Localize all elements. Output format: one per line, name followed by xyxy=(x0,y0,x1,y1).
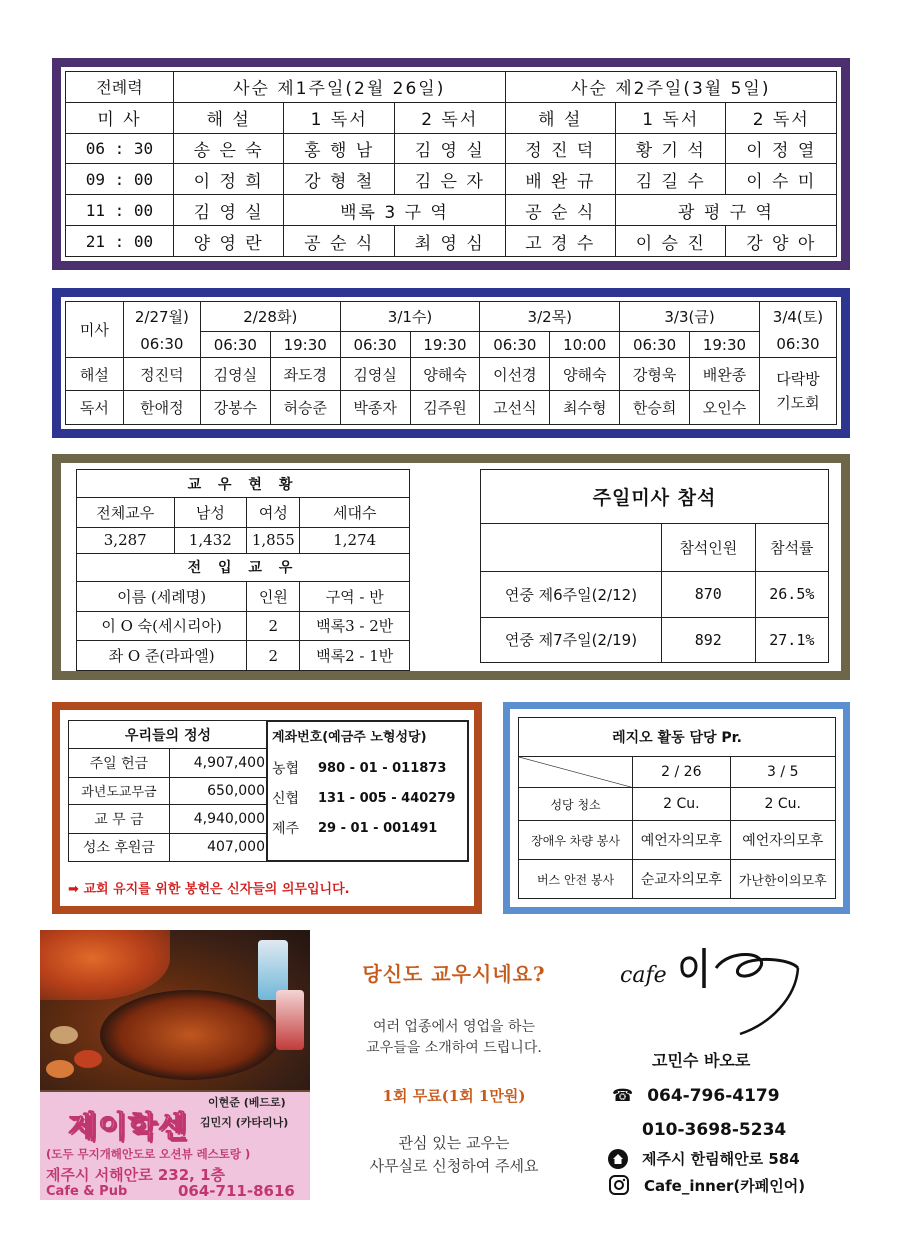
table-row xyxy=(66,226,837,257)
reader-name: 오인수 xyxy=(690,391,760,425)
diagonal-cell xyxy=(519,756,633,787)
cafe-tel-line xyxy=(612,1086,780,1106)
commentator-name: 김영실 xyxy=(200,358,270,391)
week1-header: 사순 제1주일(2월 26일) xyxy=(173,72,505,103)
cafe-mobile-line xyxy=(642,1120,786,1140)
lector-name: 배 완 규 xyxy=(505,164,615,195)
legio-title: 레지오 활동 담당 Pr. xyxy=(519,718,836,757)
parishioner-status xyxy=(76,469,410,671)
stats-panel xyxy=(52,454,850,680)
col-header: 참석률 xyxy=(755,524,828,572)
mass-time: 06 : 30 xyxy=(66,133,174,164)
table-row xyxy=(66,195,837,226)
mass-time: 21 : 00 xyxy=(66,226,174,257)
reading-label: 독서 xyxy=(66,391,124,425)
table-row xyxy=(519,821,836,860)
parishioner-title: 교 우 현 황 xyxy=(77,470,410,498)
role-reading2-2: 2 독서 xyxy=(726,102,837,133)
transfer-name: 이 O 숙(세시리아) xyxy=(77,611,247,641)
offering-label: 성소 후원금 xyxy=(69,833,170,861)
svg-text:cafe: cafe xyxy=(620,963,667,988)
table-row xyxy=(69,805,268,833)
lector-name: 공 순 식 xyxy=(284,226,395,257)
role-reading1-2: 1 독서 xyxy=(615,102,725,133)
duty-assignee: 2 Cu. xyxy=(730,788,835,821)
mass-time: 06:30 xyxy=(123,332,200,358)
col-header: 이름 (세례명) xyxy=(77,581,247,611)
bank-name: 제주 xyxy=(272,821,300,837)
table-row xyxy=(77,611,410,641)
mass-time: 06:30 xyxy=(480,332,550,358)
day-date: 3/1수) xyxy=(340,302,480,332)
mass-time: 11 : 00 xyxy=(66,195,174,226)
lector-name: 김 영 실 xyxy=(173,195,284,226)
table-row xyxy=(69,749,268,777)
restaurant-phone: 064-711-8616 xyxy=(178,1182,295,1200)
table-row xyxy=(69,777,268,804)
account-number: 131 - 005 - 440279 xyxy=(318,790,456,806)
reader-name: 한애정 xyxy=(123,391,200,425)
col-header: 세대수 xyxy=(300,498,410,528)
account-row xyxy=(272,813,463,843)
pasta-dish xyxy=(40,930,170,1000)
commentator-name: 양해숙 xyxy=(410,358,480,391)
lector-name: 고 경 수 xyxy=(505,226,615,257)
table-row xyxy=(66,391,837,425)
mass-time: 06:30 xyxy=(340,332,410,358)
bank-name: 신협 xyxy=(272,791,300,807)
offering-notice xyxy=(68,878,350,897)
district-assignment: 광 평 구 역 xyxy=(615,195,836,226)
lector-name: 홍 행 남 xyxy=(284,133,395,164)
owner-name: 김민지 (카타리나) xyxy=(200,1116,289,1129)
col-header: 남성 xyxy=(174,498,247,528)
district-assignment: 백록 3 구 역 xyxy=(284,195,505,226)
reader-name: 한승희 xyxy=(620,391,690,425)
restaurant-ad xyxy=(40,930,310,1200)
role-reading2-1: 2 독서 xyxy=(394,102,505,133)
red-drink xyxy=(276,990,304,1050)
offering-amount: 407,000 xyxy=(169,833,267,861)
duty-label: 버스 안전 봉사 xyxy=(519,860,633,899)
attendance-count: 892 xyxy=(661,617,755,663)
reader-name: 최수형 xyxy=(550,391,620,425)
mass-time: 09 : 00 xyxy=(66,164,174,195)
duty-assignee: 예언자의모후 xyxy=(730,821,835,860)
mass-label: 미사 xyxy=(66,302,124,358)
col-header: 구역 - 반 xyxy=(300,581,410,611)
table-row xyxy=(66,164,837,195)
side-bowl xyxy=(74,1050,102,1068)
commentator-name: 좌도경 xyxy=(270,358,340,391)
arrow-right-icon: ➡ xyxy=(68,882,79,897)
account-number: 29 - 01 - 001491 xyxy=(318,820,438,836)
reader-name: 허승준 xyxy=(270,391,340,425)
total-value: 3,287 xyxy=(77,528,175,554)
reader-name: 고선식 xyxy=(480,391,550,425)
table-row xyxy=(66,358,837,391)
offering-label: 교 무 금 xyxy=(69,805,170,833)
role-reading1-1: 1 독서 xyxy=(284,102,395,133)
home-icon xyxy=(608,1149,628,1169)
lector-name: 송 은 숙 xyxy=(173,133,284,164)
duty-assignee: 가난한이의모후 xyxy=(730,860,835,899)
lector-name: 최 영 심 xyxy=(394,226,505,257)
bank-name: 농협 xyxy=(272,761,300,777)
day-date: 2/28화) xyxy=(200,302,340,332)
cafe-address: 제주시 한림해안로 584 xyxy=(642,1150,800,1168)
offering-amount: 4,907,400 xyxy=(169,749,267,777)
week2-header: 사순 제2주일(3월 5일) xyxy=(505,72,837,103)
transfer-area: 백록3 - 2반 xyxy=(300,611,410,641)
day-date: 3/2목) xyxy=(480,302,620,332)
legio-date: 2 / 26 xyxy=(633,756,730,787)
lector-name: 김 영 실 xyxy=(394,133,505,164)
table-row xyxy=(69,833,268,861)
table-row xyxy=(519,860,836,899)
lector-name: 김 은 자 xyxy=(394,164,505,195)
restaurant-name: 제이학센 xyxy=(68,1110,188,1145)
male-value: 1,432 xyxy=(174,528,247,554)
lector-name: 강 양 아 xyxy=(726,226,837,257)
mass-time: 19:30 xyxy=(690,332,760,358)
lector-name: 정 진 덕 xyxy=(505,133,615,164)
mass-time: 06:30 xyxy=(759,332,836,358)
week-label: 연중 제6주일(2/12) xyxy=(481,572,662,618)
duty-assignee: 순교자의모후 xyxy=(633,860,730,899)
cafe-instagram-line xyxy=(608,1174,805,1196)
cafe-instagram: Cafe_inner(카페인어) xyxy=(644,1176,806,1195)
cafe-address-line xyxy=(608,1148,800,1169)
households-value: 1,274 xyxy=(300,528,410,554)
table-row xyxy=(519,788,836,821)
cafe-tel: 064-796-4179 xyxy=(647,1086,780,1106)
mass-time: 10:00 xyxy=(550,332,620,358)
attendance-table xyxy=(480,469,829,663)
bank-accounts xyxy=(266,720,469,862)
commentator-name: 김영실 xyxy=(340,358,410,391)
mass-time: 06:30 xyxy=(620,332,690,358)
grill-plate xyxy=(100,990,280,1080)
transfer-name: 좌 O 준(라파엘) xyxy=(77,641,247,671)
transfer-count: 2 xyxy=(247,641,300,671)
attendance-status xyxy=(480,469,829,663)
offerings-title: 우리들의 정성 xyxy=(69,721,268,749)
restaurant-type: Cafe & Pub xyxy=(46,1184,128,1199)
intro-price: 1회 무료(1회 1만원) xyxy=(382,1087,526,1105)
attendance-count: 870 xyxy=(661,572,755,618)
commentator-name: 배완종 xyxy=(690,358,760,391)
table-row xyxy=(66,133,837,164)
side-bowl xyxy=(50,1026,78,1044)
account-number: 980 - 01 - 011873 xyxy=(318,760,447,776)
transfer-title: 전 입 교 우 xyxy=(77,553,410,581)
telephone-icon: ☎ xyxy=(612,1086,634,1106)
intro-body: 여러 업종에서 영업을 하는 교우들을 소개하여 드립니다. xyxy=(366,1019,542,1056)
food-photo xyxy=(40,930,310,1090)
lector-name: 공 순 식 xyxy=(505,195,615,226)
lector-name: 강 형 철 xyxy=(284,164,395,195)
offerings-summary xyxy=(68,720,268,862)
diagonal-line-icon xyxy=(519,757,632,787)
commentator-name: 양해숙 xyxy=(550,358,620,391)
lector-name: 양 영 란 xyxy=(173,226,284,257)
duty-label: 성당 청소 xyxy=(519,788,633,821)
restaurant-description: (도두 무지개해안도로 오션뷰 레스토랑 ) xyxy=(46,1147,251,1161)
restaurant-info-card xyxy=(40,1092,310,1200)
offering-notice-text: 교회 유지를 위한 봉헌은 신자들의 의무입니다. xyxy=(83,882,350,897)
account-row xyxy=(272,753,463,783)
reader-name: 박종자 xyxy=(340,391,410,425)
attendance-title: 주일미사 참석 xyxy=(481,470,829,524)
mass-time: 19:30 xyxy=(270,332,340,358)
lector-name: 김 길 수 xyxy=(615,164,725,195)
legio-panel xyxy=(503,702,850,914)
week-label: 연중 제7주일(2/19) xyxy=(481,617,662,663)
transfer-area: 백록2 - 1반 xyxy=(300,641,410,671)
day-date: 3/4(토) xyxy=(759,302,836,332)
weekday-schedule-panel xyxy=(52,288,850,438)
lector-name: 황 기 석 xyxy=(615,133,725,164)
role-commentary-2: 해 설 xyxy=(505,102,615,133)
blank-cell xyxy=(481,524,662,572)
mass-time: 06:30 xyxy=(200,332,270,358)
legio-date: 3 / 5 xyxy=(730,756,835,787)
sunday-schedule-panel xyxy=(52,58,850,270)
lector-name: 이 정 희 xyxy=(173,164,284,195)
col-header: 참석인원 xyxy=(661,524,755,572)
lector-name: 이 정 열 xyxy=(726,133,837,164)
mass-time: 19:30 xyxy=(410,332,480,358)
mass-header: 미 사 xyxy=(66,102,174,133)
side-bowl xyxy=(46,1060,74,1078)
attendance-rate: 26.5% xyxy=(755,572,828,618)
commentator-name: 이선경 xyxy=(480,358,550,391)
owner-name: 이현준 (베드로) xyxy=(208,1096,286,1109)
duty-assignee: 2 Cu. xyxy=(633,788,730,821)
col-header: 여성 xyxy=(247,498,300,528)
lector-name: 이 수 미 xyxy=(726,164,837,195)
saturday-note: 다락방 기도회 xyxy=(759,358,836,425)
intro-title: 당신도 교우시네요? xyxy=(362,962,546,986)
business-intro xyxy=(318,958,590,1178)
intro-contact: 관심 있는 교우는 사무실로 신청하여 주세요 xyxy=(369,1134,539,1175)
liturgical-calendar-header: 전례력 xyxy=(66,72,174,103)
lector-name: 이 승 진 xyxy=(615,226,725,257)
table-row xyxy=(77,641,410,671)
weekday-schedule-table xyxy=(65,301,837,425)
offerings-panel xyxy=(52,702,482,914)
col-header: 전체교우 xyxy=(77,498,175,528)
reader-name: 강봉수 xyxy=(200,391,270,425)
table-row xyxy=(481,572,829,618)
female-value: 1,855 xyxy=(247,528,300,554)
parishioner-table xyxy=(76,469,410,671)
legio-table xyxy=(518,717,836,899)
restaurant-address: 제주시 서해안로 232, 1층 xyxy=(46,1166,226,1184)
offering-amount: 4,940,000 xyxy=(169,805,267,833)
role-commentary-1: 해 설 xyxy=(173,102,284,133)
restaurant-owners xyxy=(200,1093,289,1133)
day-date: 2/27월) xyxy=(123,302,200,332)
offering-amount: 650,000 xyxy=(169,777,267,804)
commentary-label: 해설 xyxy=(66,358,124,391)
offering-label: 과년도교무금 xyxy=(69,777,170,804)
sunday-schedule-table xyxy=(65,71,837,257)
duty-label: 장애우 차량 봉사 xyxy=(519,821,633,860)
offerings-table xyxy=(68,720,268,862)
cafe-logo xyxy=(620,938,820,1048)
reader-name: 김주원 xyxy=(410,391,480,425)
cafe-owner: 고민수 바오로 xyxy=(652,1051,751,1070)
table-row xyxy=(481,617,829,663)
commentator-name: 강형욱 xyxy=(620,358,690,391)
col-header: 인원 xyxy=(247,581,300,611)
instagram-icon xyxy=(608,1174,630,1196)
attendance-rate: 27.1% xyxy=(755,617,828,663)
offering-label: 주일 헌금 xyxy=(69,749,170,777)
account-row xyxy=(272,783,463,813)
cafe-mobile: 010-3698-5234 xyxy=(642,1120,787,1140)
day-date: 3/3(금) xyxy=(620,302,760,332)
transfer-count: 2 xyxy=(247,611,300,641)
account-title: 계좌번호(예금주 노형성당) xyxy=(272,730,427,745)
duty-assignee: 예언자의모후 xyxy=(633,821,730,860)
commentator-name: 정진덕 xyxy=(123,358,200,391)
